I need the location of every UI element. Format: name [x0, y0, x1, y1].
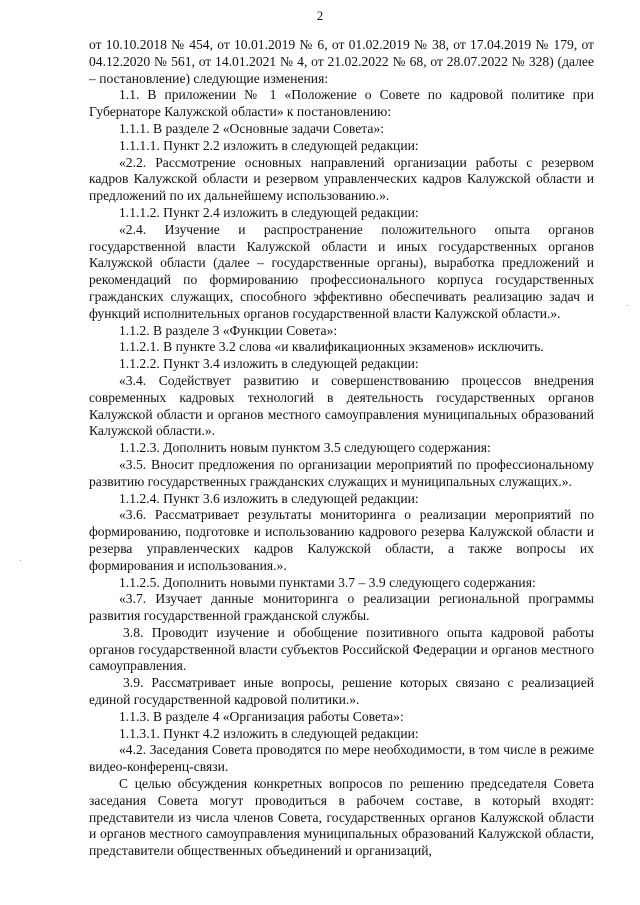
- page-number: 2: [316, 8, 324, 23]
- item-1-1-2-2: 1.1.2.2. Пункт 3.4 изложить в следующей редакции:: [119, 356, 419, 372]
- item-1-1-3: 1.1.3. В разделе 4 «Организация работы Совета»:: [119, 708, 404, 724]
- item-1-1-2: 1.1.2. В разделе 3 «Функции Совета»:: [119, 322, 338, 338]
- intro-paragraph: от 10.10.2018 № 454, от 10.01.2019 № 6, от 01.02.2019 № 38, от 17.04.2019 № 179, от 04.12.2020 № 561, от 14.01.2021 № 4, от 21.02.2022 № 68, от 28.07.2022 № 328) (далее – постановление) следующие изменения:: [89, 37, 594, 86]
- clause-3-9: 3.9. Рассматривает иные вопросы, решение которых связано с реализацией единой государственной кадровой политики.».: [89, 675, 594, 708]
- clause-3-4: «3.4. Содействует развитию и совершенствованию процессов внедрения современных кадровых технологий в деятельность государственных органов Калужской области и органов местного самоуправления муниципальных образований Калужской области.».: [89, 372, 594, 439]
- clause-3-7: «3.7. Изучает данные мониторинга о реализации региональной программы развития государственной гражданской службы.: [89, 591, 594, 624]
- item-1-1-1-2: 1.1.1.2. Пункт 2.4 изложить в следующей редакции:: [119, 204, 419, 220]
- clause-4-2-continued: С целью обсуждения конкретных вопросов по решению председателя Совета заседания Совета могут проводиться в рабочем составе, в который входят: представители из числа членов Совета, государственных органов Калужской области и органов местного самоуправления муниципальных образований Калужской области, представители общественных объединений и организаций,: [89, 776, 594, 859]
- item-1-1-2-4: 1.1.2.4. Пункт 3.6 изложить в следующей редакции:: [119, 490, 419, 506]
- clause-3-8: 3.8. Проводит изучение и обобщение позитивного опыта кадровой работы органов государственной власти субъектов Российской Федерации и органов местного самоуправления.: [89, 624, 594, 674]
- margin-speck: [20, 560, 21, 561]
- item-1-1-2-1: 1.1.2.1. В пункте 3.2 слова «и квалификационных экзаменов» исключить.: [119, 339, 544, 355]
- item-1-1-2-5: 1.1.2.5. Дополнить новыми пунктами 3.7 – 3.9 следующего содержания:: [119, 574, 536, 590]
- item-1-1-2-3: 1.1.2.3. Дополнить новым пунктом 3.5 следующего содержания:: [119, 440, 491, 456]
- clause-3-6: «3.6. Рассматривает результаты мониторинга о реализации мероприятий по формированию, подготовке и использованию кадрового резерва Калужской области и резерва управленческих кадров Калужской области, а также вопросы их формирования и использования.».: [89, 507, 594, 573]
- item-1-1-1: 1.1.1. В разделе 2 «Основные задачи Совета»:: [119, 120, 385, 136]
- item-1-1-1-1: 1.1.1.1. Пункт 2.2 изложить в следующей редакции:: [119, 137, 419, 153]
- clause-2-2: «2.2. Рассмотрение основных направлений организации работы с резервом кадров Калужской области и резервом управленческих кадров Калужской области и предложений по их дальнейшему использованию.».: [89, 154, 594, 204]
- item-1-1: 1.1. В приложении № 1 «Положение о Совете по кадровой политике при Губернаторе Калужской области» к постановлению:: [89, 87, 594, 120]
- clause-3-5: «3.5. Вносит предложения по организации мероприятий по профессиональному развитию государственных гражданских служащих и муниципальных служащих.».: [89, 456, 594, 489]
- margin-speck: [627, 305, 628, 306]
- clause-4-2: «4.2. Заседания Совета проводятся по мере необходимости, в том числе в режиме видео-конференц-связи.: [89, 742, 594, 775]
- item-1-1-3-1: 1.1.3.1. Пункт 4.2 изложить в следующей редакции:: [119, 725, 419, 741]
- clause-2-4: «2.4. Изучение и распространение положительного опыта органов государственной власти Калужской области и иных государственных органов Калужской области (далее – государственные органы), выработка предложений и рекомендаций по формированию профессионального корпуса государственных гражданских служащих, способного эффективно обеспечивать реализацию задач и функций исполнительных органов государственной власти Калужской области.».: [89, 221, 594, 321]
- document-body: [89, 37, 594, 860]
